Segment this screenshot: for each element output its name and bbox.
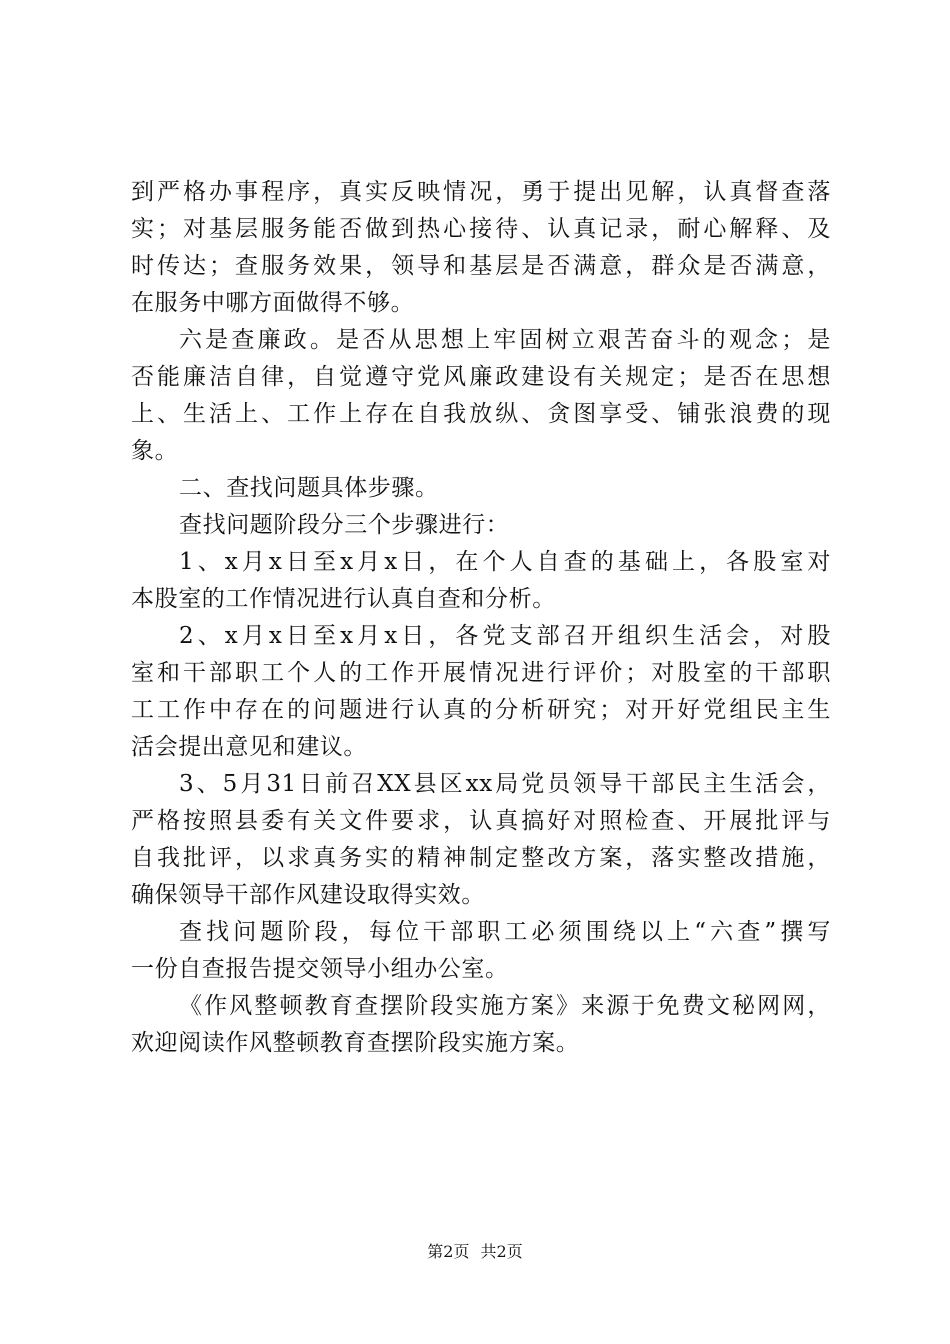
text-line: 自我批评，以求真务实的精神制定整改方案，落实整改措施， <box>131 845 831 871</box>
text-line: 《作风整顿教育查摆阶段实施方案》来源于免费文秘网网， <box>179 993 831 1019</box>
text-line: 严格按照县委有关文件要求，认真搞好对照检查、开展批评与 <box>131 808 831 834</box>
text-line: 一份自查报告提交领导小组办公室。 <box>131 956 509 982</box>
text-line: 时传达；查服务效果，领导和基层是否满意，群众是否满意， <box>131 253 831 279</box>
text-line: 活会提出意见和建议。 <box>131 734 367 760</box>
text-line: 确保领导干部作风建设取得实效。 <box>131 882 485 908</box>
text-line: 查找问题阶段分三个步骤进行： <box>179 512 510 538</box>
text-line: 3、5月31日前召XX县区xx局党员领导干部民主生活会， <box>179 771 831 797</box>
text-line: 2、x月x日至x月x日，各党支部召开组织生活会，对股 <box>179 623 831 649</box>
text-line: 六是查廉政。是否从思想上牢固树立艰苦奋斗的观念；是 <box>179 327 831 353</box>
text-line: 象。 <box>131 438 179 464</box>
page-footer <box>0 1242 950 1262</box>
page-total: 共2页 <box>480 1242 523 1261</box>
text-line: 1、x月x日至x月x日，在个人自查的基础上，各股室对 <box>179 549 831 575</box>
page-number: 第2页 <box>427 1242 470 1261</box>
text-line: 上、生活上、工作上存在自我放纵、贪图享受、铺张浪费的现 <box>131 401 831 427</box>
text-line: 查找问题阶段，每位干部职工必须围绕以上“六查”撰写 <box>179 919 831 945</box>
text-line: 实；对基层服务能否做到热心接待、认真记录，耐心解释、及 <box>131 216 831 242</box>
text-line: 室和干部职工个人的工作开展情况进行评价；对股室的干部职 <box>131 660 831 686</box>
document-body <box>131 174 831 1062</box>
section-heading: 二、查找问题具体步骤。 <box>179 475 439 501</box>
text-line: 欢迎阅读作风整顿教育查摆阶段实施方案。 <box>131 1030 580 1056</box>
text-line: 在服务中哪方面做得不够。 <box>131 290 415 316</box>
text-line: 否能廉洁自律，自觉遵守党风廉政建设有关规定；是否在思想 <box>131 364 831 390</box>
text-line: 到严格办事程序，真实反映情况，勇于提出见解，认真督查落 <box>131 179 831 205</box>
text-line: 本股室的工作情况进行认真自查和分析。 <box>131 586 556 612</box>
text-line: 工工作中存在的问题进行认真的分析研究；对开好党组民主生 <box>131 697 831 723</box>
